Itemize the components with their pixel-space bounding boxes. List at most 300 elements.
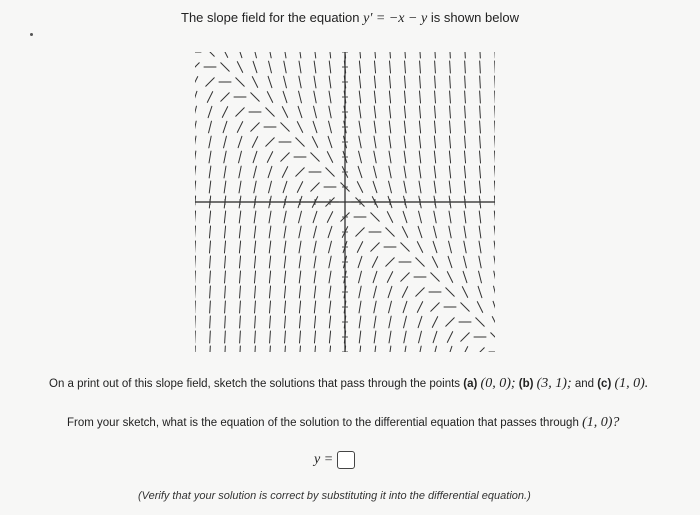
slope-segment [225,301,226,313]
slope-segment [284,226,286,238]
slope-segment [254,181,256,193]
slope-segment [389,151,391,163]
slope-segment [465,106,466,118]
page-title [181,10,519,27]
slope-segment [419,166,421,178]
slope-segment [314,256,316,268]
slope-segment [314,301,315,313]
slope-segment [296,138,304,146]
slope-segment [479,226,481,238]
slope-segment [464,181,465,193]
slope-segment [269,241,270,253]
slope-segment [480,121,481,133]
slope-segment [195,151,196,163]
slope-segment [240,301,241,313]
slope-segment [266,108,274,116]
slope-segment [313,211,317,222]
slope-segment [450,52,451,58]
slope-segment [224,241,225,253]
slope-segment [401,273,409,281]
slope-segment [374,301,376,313]
slope-segment [359,346,360,352]
slope-segment [494,211,495,223]
slope-segment [434,346,437,352]
slope-segment [225,316,226,328]
slope-segment [373,271,377,282]
slope-segment [464,241,466,253]
slope-segment [224,136,227,148]
slope-segment [195,63,199,71]
slope-segment [210,271,211,283]
slope-segment [239,181,241,193]
slope-segment [358,256,362,267]
slope-segment [480,61,481,73]
answer-row [314,451,355,469]
slope-segment [450,61,451,73]
slope-segment [387,272,392,283]
slope-segment [390,52,391,58]
slope-segment [326,168,334,176]
slope-segment [209,226,210,238]
slope-segment [297,182,302,193]
slope-segment [388,286,392,297]
slope-segment [449,166,450,178]
slope-segment [373,181,377,192]
slope-segment [329,52,330,58]
slope-segment [315,346,316,352]
slope-segment [209,136,211,148]
slope-segment [434,211,436,223]
slope-segment [268,166,272,177]
slope-segment [314,91,316,103]
slope-segment [479,211,480,223]
slope-segment [207,92,212,103]
slope-segment [404,106,405,118]
slope-segment [491,333,495,341]
slope-segment [210,241,211,253]
slope-segment [480,136,481,148]
slope-segment [237,62,242,73]
slope-segment [224,211,225,223]
slope-segment [329,331,330,343]
slope-segment [329,256,331,268]
slope-segment [359,316,361,328]
slope-segment [449,226,451,238]
slope-segment [329,316,330,328]
slope-segment [284,211,286,223]
slope-segment [464,151,465,163]
slope-segment [356,228,364,236]
slope-segment [328,136,332,147]
slope-segment [405,61,406,73]
slope-segment [416,258,424,266]
slope-segment [299,241,301,253]
slope-segment [418,226,422,237]
slope-segment [296,168,304,176]
slope-segment [465,136,466,148]
slope-segment [239,256,240,268]
slope-segment [299,52,301,58]
slope-segment [480,52,481,58]
slope-segment [420,61,421,73]
slope-segment [435,76,436,88]
slope-segment [314,52,315,58]
part-a-label: (a) [463,378,478,390]
slope-segment [493,301,495,312]
slope-segment [253,151,257,162]
slope-segment [389,136,391,148]
slope-segment [448,256,452,267]
slope-segment [270,316,271,328]
slope-segment [374,286,377,298]
slope-segment [450,106,451,118]
title-equation: y′ = −x − y [363,11,428,26]
slope-segment [255,316,256,328]
slope-segment [269,52,271,58]
slope-field-svg [195,52,495,352]
part-c-label: (c) [597,378,612,390]
question-equation-point: (1, 0)? [582,415,620,430]
slope-segment [221,93,229,101]
slope-segment [195,181,196,193]
slope-segment [431,273,439,281]
slope-segment [255,301,256,313]
slope-segment [195,106,196,118]
slope-segment [374,61,375,73]
slope-segment [255,331,256,343]
slope-segment [405,52,406,58]
slope-segment [239,211,240,223]
slope-segment [239,241,240,253]
slope-segment [283,91,287,102]
slope-segment [225,346,226,352]
slope-segment [359,106,361,118]
slope-segment [465,52,466,58]
slope-segment [374,136,376,148]
slope-segment [431,303,439,311]
slope-segment [447,272,452,283]
slope-segment [195,121,196,133]
slope-segment [480,151,481,163]
slope-segment [251,123,259,131]
slope-segment [387,212,392,223]
slope-segment [420,91,421,103]
slope-segment [209,181,210,193]
slope-segment [447,332,452,343]
slope-segment [314,316,315,328]
slope-segment [449,181,450,193]
slope-segment [479,181,480,193]
slope-segment [206,52,214,56]
slope-segment [359,121,361,133]
slope-segment [404,166,406,178]
slope-segment [404,136,405,148]
bullet-dot [30,33,33,36]
slope-segment [480,91,481,103]
slope-segment [359,271,362,283]
slope-segment [208,106,212,117]
slope-segment [299,211,302,223]
slope-segment [480,76,481,88]
slope-segment [492,317,495,328]
slope-segment [419,106,420,118]
slope-segment [419,211,422,223]
slope-segment [479,256,481,268]
slope-segment [374,316,376,328]
slope-segment [224,181,226,193]
slope-segment [450,76,451,88]
slope-segment [374,76,375,88]
slope-segment [210,286,211,298]
slope-segment [282,107,287,118]
slope-segment [494,286,495,298]
slope-segment [404,151,406,163]
slope-segment [224,226,225,238]
slope-segment [371,213,379,221]
slope-segment [314,241,316,253]
slope-segment [270,331,271,343]
slope-segment [267,152,272,163]
slope-segment [478,286,482,297]
slope-segment [389,91,390,103]
slope-segment [404,316,407,328]
slope-segment [494,241,495,253]
slope-segment [446,288,454,296]
slope-segment [285,331,286,343]
slope-segment [240,271,241,283]
slope-segment [417,242,422,253]
slope-segment [404,121,405,133]
question-equation-text: From your sketch, what is the equation of the solution to the differential equation that passes through [67,417,579,429]
slope-segment [401,243,409,251]
slope-segment [402,227,407,238]
slope-segment [328,226,332,237]
slope-segment [314,61,316,73]
slope-segment [299,226,301,238]
slope-segment [312,137,317,148]
slope-segment [269,226,271,238]
slope-segment [404,346,406,352]
slope-segment [251,93,259,101]
slope-segment [495,166,496,178]
slope-segment [299,316,300,328]
slope-segment [357,182,362,193]
slope-segment [434,121,435,133]
slope-segment [195,77,198,88]
slope-segment [254,226,255,238]
slope-segment [449,136,450,148]
slope-segment [448,346,452,352]
slope-segment [480,106,481,118]
slope-segment [225,256,226,268]
slope-segment [210,256,211,268]
slope-segment [329,61,330,73]
slope-segment [284,52,286,58]
slope-segment [374,346,375,352]
slope-segment [462,347,467,352]
slope-segment [240,286,241,298]
title-suffix: is shown below [430,10,519,25]
slope-segment [435,106,436,118]
slope-segment [329,76,331,88]
slope-segment [359,136,361,148]
slope-segment [420,76,421,88]
slope-segment [420,52,421,58]
part-b-label: (b) [518,378,534,390]
slope-segment [359,76,360,88]
slope-segment [281,123,289,131]
slope-segment [374,151,376,163]
slope-segment [359,151,362,163]
slope-segment [403,301,407,312]
slope-segment [284,271,285,283]
slope-segment [239,226,240,238]
slope-segment [314,106,317,118]
slope-segment [252,137,257,148]
slope-segment [225,331,226,343]
slope-segment [404,331,406,343]
slope-segment [449,151,450,163]
slope-segment [389,331,391,343]
slope-segment [209,121,212,133]
slope-segment [238,136,242,147]
slope-segment [254,52,257,58]
slope-segment [433,241,437,252]
slope-segment [299,61,301,73]
slope-segment [479,166,480,178]
slope-segment [329,241,332,253]
answer-label: y = [314,452,334,467]
slope-segment [299,286,300,298]
slope-segment [314,271,316,283]
slope-segment [402,287,407,298]
slope-segment [359,301,361,313]
slope-segment [446,318,454,326]
slope-segment [419,121,420,133]
slope-segment [435,52,436,58]
slope-segment [419,181,421,193]
slope-segment [314,286,315,298]
slope-segment [464,256,467,268]
slope-segment [389,301,392,313]
slope-segment [281,153,289,161]
slope-segment [253,61,257,72]
answer-input[interactable] [337,451,355,469]
slope-segment [223,121,227,132]
slope-segment [282,167,287,178]
slope-segment [195,166,196,178]
slope-segment [268,76,272,87]
slope-segment [240,331,241,343]
and-text: and [574,378,595,390]
slope-segment [297,122,302,133]
slope-segment [206,78,214,86]
slope-segment [371,243,379,251]
slope-segment [240,346,241,352]
slope-segment [300,331,301,343]
slope-segment [314,331,315,343]
slope-segment [284,76,287,88]
slope-segment [299,91,302,103]
slope-segment [209,211,210,223]
slope-segment [494,271,495,283]
slope-segment [269,271,270,283]
slope-segment [434,181,436,193]
slope-segment [375,52,376,58]
slope-segment [255,346,256,352]
slope-segment [329,346,330,352]
slope-segment [284,61,286,73]
slope-segment [359,61,360,73]
slope-segment [404,91,405,103]
slope-segment [269,286,270,298]
slope-segment [269,256,270,268]
slope-segment [405,76,406,88]
slope-segment [225,286,226,298]
slope-segment [221,63,229,71]
slope-segment [465,76,466,88]
slope-segment [329,121,332,133]
slope-segment [329,301,330,313]
slope-segment [270,301,271,313]
slope-segment [210,301,211,313]
slope-segment [300,346,301,352]
slope-segment [237,122,242,133]
slope-segment [210,331,211,343]
slope-segment [476,318,484,326]
slope-segment [314,76,316,88]
slope-segment [464,211,466,223]
slope-segment [266,138,274,146]
slope-segment [418,316,422,327]
slope-segment [419,136,420,148]
slope-segment [479,241,481,253]
slope-segment [449,211,451,223]
slope-segment [403,211,407,222]
slope-segment [284,241,286,253]
slope-segment [359,286,361,298]
slope-segment [225,271,226,283]
slope-segment [311,153,319,161]
slope-segment [389,121,390,133]
slope-segment [479,271,482,283]
slope-segment [254,211,256,223]
slope-segment [389,166,391,178]
slope-field-figure [195,52,495,352]
slope-segment [195,91,197,102]
slope-segment [314,226,317,238]
slope-segment [462,287,467,298]
slope-segment [494,181,495,193]
slope-segment [357,242,362,253]
slope-segment [329,106,331,118]
slope-segment [435,91,436,103]
slope-segment [210,346,211,352]
slope-segment [389,106,390,118]
slope-segment [463,271,467,282]
question-sketch [49,376,648,392]
slope-segment [254,271,255,283]
slope-segment [477,302,482,313]
slope-segment [479,196,480,208]
slope-segment [359,331,360,343]
slope-segment [195,136,196,148]
slope-segment [224,166,226,178]
slope-segment [299,256,301,268]
slope-segment [461,333,469,341]
slope-segment [417,302,422,313]
slope-segment [386,228,394,236]
